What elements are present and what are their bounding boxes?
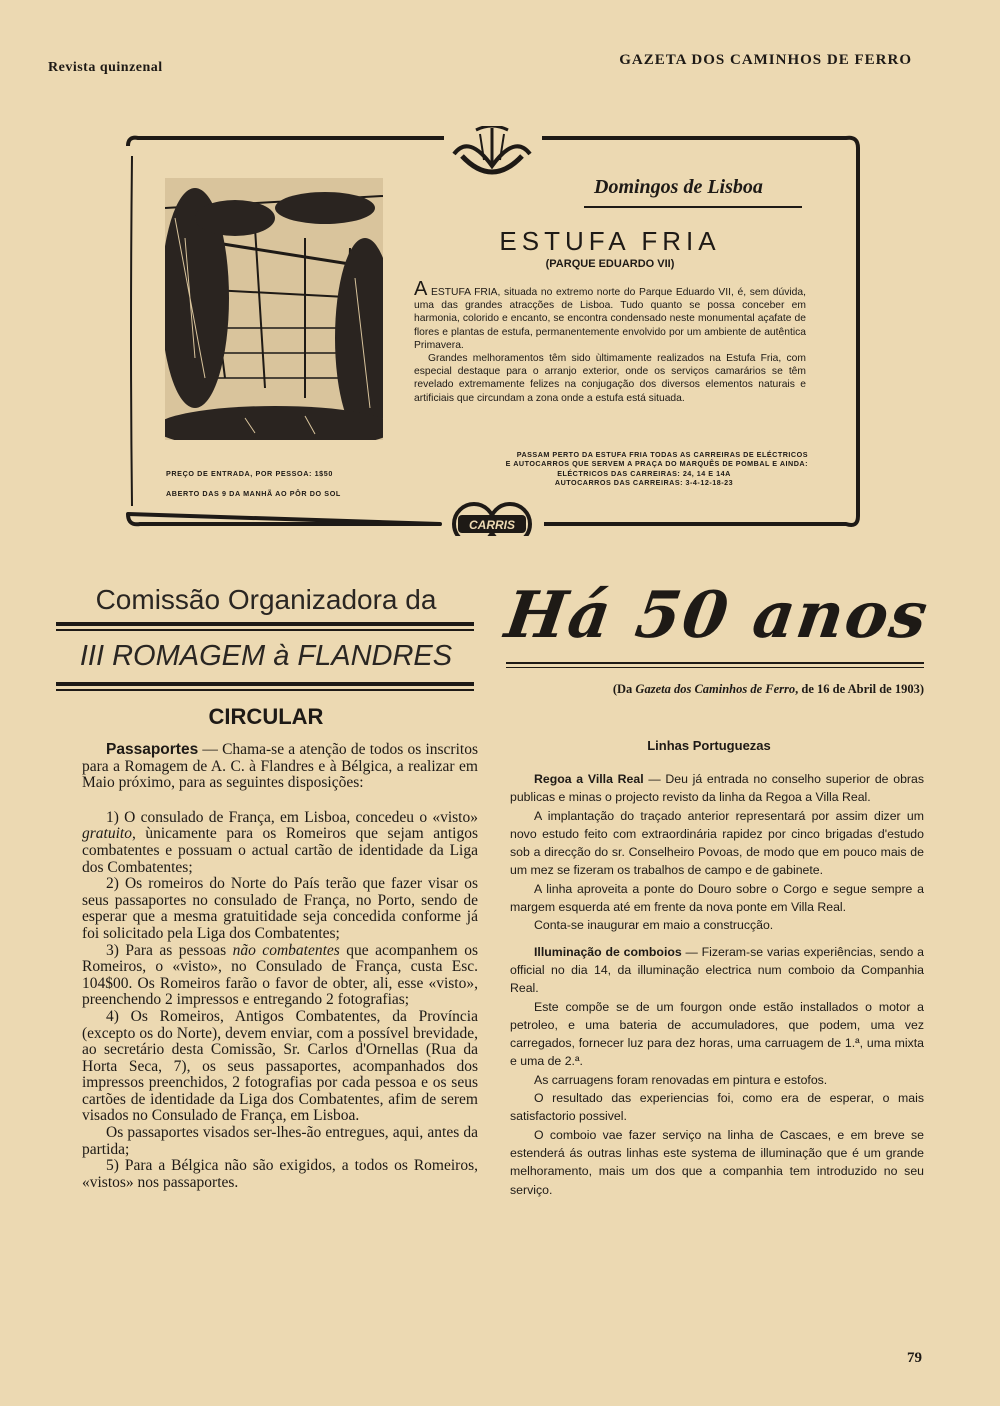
page-number: 79 — [907, 1350, 922, 1366]
advert-caption-rule — [584, 206, 802, 208]
anchor-ornament-icon — [454, 126, 530, 172]
title-rule — [506, 667, 924, 668]
paragraph: As carruagens foram renovadas em pintura e estofos. — [534, 1072, 828, 1087]
running-header-right: GAZETA DOS CAMINHOS DE FERRO — [619, 52, 912, 68]
paragraph: Passaportes — Chama-se a atenção de todos os inscritos para a Romagem de A. C. à Flandres e à Bélgica, a realizar em Maio próximo, para as seguintes disposições: — [82, 741, 478, 792]
advert-paragraph: A ESTUFA FRIA, situada no extremo norte do Parque Eduardo VII, é, sem dúvida, uma das grandes atracções de Lisboa. Tudo quanto se possa conceber em harmonia, colorido e encanto, se encontra condensado neste monumental açafate de flores e plantas de estufa, permanentemente envolvido por um ambiente de autêntica Primavera. — [414, 278, 806, 351]
paragraph: Illuminação de comboios — Fizeram-se varias experiências, sendo a official no dia 14, da illuminação electrica num comboio da Companhia Real. — [510, 944, 924, 996]
carris-logo-icon — [454, 504, 530, 536]
paragraph: Regoa a Villa Real — Deu já entrada no conselho superior de obras publicas e minas o projecto revisto da linha da Regoa a Villa Real. — [510, 772, 924, 805]
right-article-source: (Da Gazeta dos Caminhos de Ferro, de 16 de Abril de 1903) — [612, 682, 924, 696]
right-article-title: Há 50 anos — [500, 578, 934, 653]
running-header-left: Revista quinzenal — [48, 60, 163, 75]
advert-title: ESTUFA FRIA — [499, 226, 721, 256]
title-rule — [56, 689, 474, 691]
greenhouse-illustration — [165, 178, 383, 440]
paragraph: Os passaportes visados ser-lhes-ão entregues, aqui, antes da partida; — [82, 1124, 478, 1158]
left-article-title-line2: III ROMAGEM à FLANDRES — [79, 640, 453, 672]
advert-routes: PASSAM PERTO DA ESTUFA FRIA TODAS AS CARREIRAS DE ELÉCTRICOS E AUTOCARROS QUE SERVEM A PRAÇA DO MARQUÊS DE POMBAL E AINDA: ELÉCTRICOS DAS CARREIRAS: 24, 14 E 14A AUTOCARROS DAS CARREIRAS: 3-4-12-18-23 — [505, 450, 808, 487]
advert-body — [414, 278, 806, 405]
paragraph: Este compõe se de um fourgon onde estão installados o motor a petroleo, e uma bateria de accumuladores, que podem, uma vez carregados, fornecer luz para dez horas, uma carruagem de 1.ª, uma mixta e uma de 2.ª. — [510, 999, 924, 1069]
paragraph: 1) O consulado de França, em Lisboa, concedeu o «visto» gratuito, ùnicamente para os Romeiros que sejam antigos combatentes e possuam o actual cartão de identidade da Liga dos Combatentes; — [82, 808, 478, 876]
advert-admission — [166, 464, 341, 504]
paragraph: A linha aproveita a ponte do Douro sobre o Corgo e segue sempre a margem esquerda até em frente da nova ponte em Villa Real. — [510, 881, 924, 915]
paragraph: 4) Os Romeiros, Antigos Combatentes, da Província (excepto os do Norte), devem enviar, com a possível brevidade, ao secretário desta Comissão, Sr. Carlos d'Ornellas (Rua da Horta Seca, 7), os seus passaportes, acompanhados dos impressos preenchidos, 2 fotografias por cada pessoa e os seus cartões de identidade da Liga dos Combatentes, afim de serem visados no Consulado de França, em Lisboa. — [82, 1007, 478, 1125]
paragraph: A implantação do traçado anterior representará por assim dizer um novo estudo feito com extraordinária rapidez por cinco brigadas d'estudo sob a direcção do sr. Conselheiro Povoas, de modo que em pouco mais de um mez se fizeram os trabalhos de campo e de gabinete. — [510, 808, 924, 878]
title-rule — [56, 629, 474, 631]
advert-price: PREÇO DE ENTRADA, POR PESSOA: 1$50 — [166, 469, 333, 478]
title-rule — [56, 682, 474, 686]
title-rule — [56, 622, 474, 626]
advert-dropcap: A — [414, 278, 428, 300]
title-rule — [506, 662, 924, 664]
svg-text:CARRIS: CARRIS — [468, 518, 516, 532]
left-article-body — [82, 742, 478, 1191]
advert-logo-caption: Domingos de Lisboa — [594, 176, 763, 198]
left-section-heading: CIRCULAR — [208, 704, 324, 729]
left-article-title-line1: Comissão Organizadora da — [95, 584, 437, 615]
paragraph: 5) Para a Bélgica não são exigidos, a todos os Romeiros, «vistos» nos passaportes. — [82, 1157, 478, 1191]
paragraph: O resultado das experiencias foi, como era de esperar, o mais satisfactorio possivel. — [510, 1091, 924, 1124]
advert-hours: ABERTO DAS 9 DA MANHÃ AO PÔR DO SOL — [166, 489, 341, 498]
advert-subtitle: (PARQUE EDUARDO VII) — [545, 258, 675, 270]
advert-paragraph: Grandes melhoramentos têm sido ùltimamente realizados na Estufa Fria, com especial destaque para o arranjo exterior, onde os serviços camarários se têm revelado extremamente felizes na conjugação dos diversos elementos naturais e artificiais que circundam a zona onde a estufa está situada. — [414, 353, 806, 404]
paragraph: Conta-se inaugurar em maio a construcção. — [534, 918, 774, 933]
paragraph: 3) Para as pessoas não combatentes que acompanhem os Romeiros, o «visto», no Consulado de França, custa Esc. 104$00. Os Romeiros farão o favor de obter, ali, esse «visto», preenchendo 2 impressos e entregando 2 fotografias; — [82, 941, 478, 1009]
right-article-body — [510, 770, 924, 1199]
paragraph: O comboio vae fazer serviço na linha de Cascaes, e em breve se estenderá ás outras linhas este systema de illuminação que é um grande melhoramento, mais um dos que a companhia tem introduzido no seu serviço. — [510, 1127, 924, 1197]
right-section-heading: Linhas Portuguezas — [647, 738, 771, 753]
paragraph: 2) Os romeiros do Norte do País terão que fazer visar os seus passaportes no consulado de França, no Porto, sendo de esperar que a mesma gratuitidade seja concedida conforme já foi solicitado pela Liga dos Combatentes; — [82, 875, 478, 942]
